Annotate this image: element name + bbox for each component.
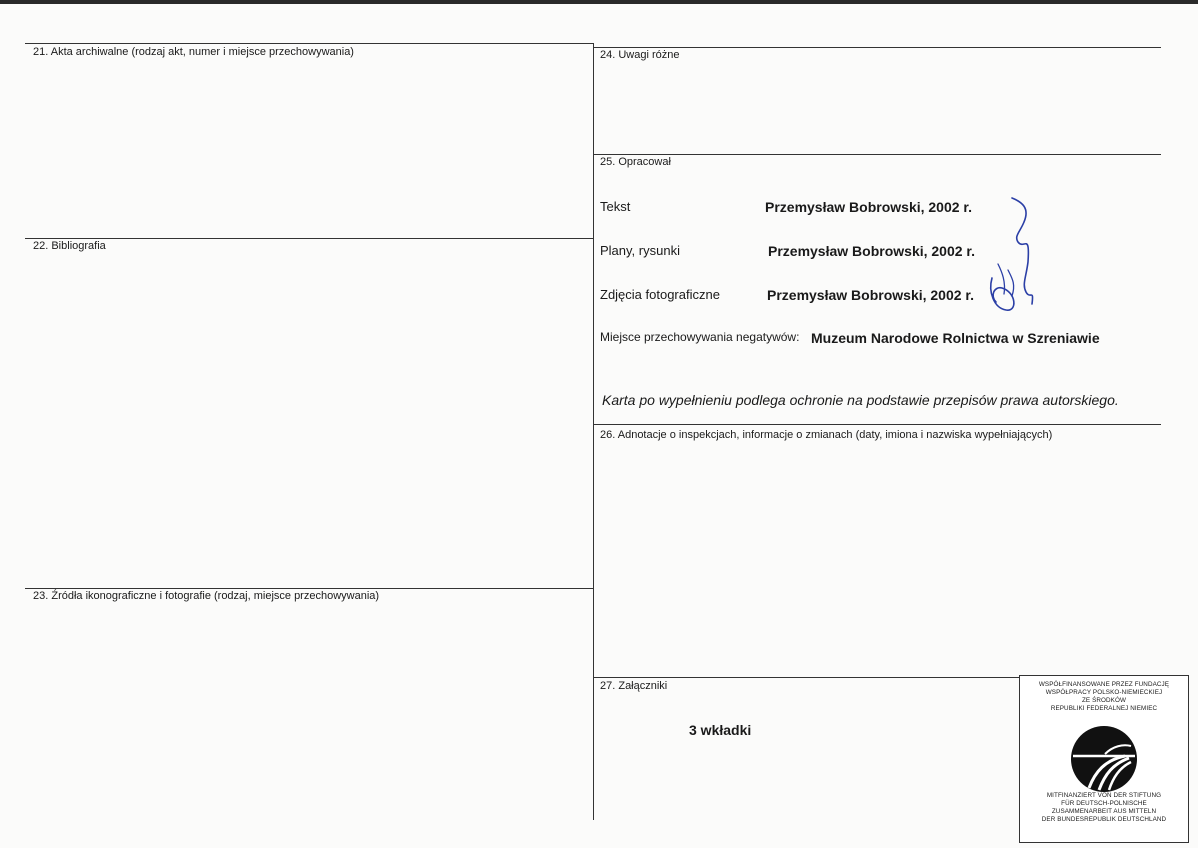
copyright-note: Karta po wypełnieniu podlega ochronie na podstawie przepisów prawa autorskiego. [602,392,1119,408]
divider-25 [593,154,1161,155]
divider-23 [25,588,593,589]
sponsor-top-text [1020,681,1188,713]
sponsor-bottom-line: ZUSAMMENARBEIT AUS MITTELN [1051,808,1157,815]
plans-author-value: Przemysław Bobrowski, 2002 r. [768,243,975,259]
divider-vertical [593,43,594,820]
text-author-value: Przemysław Bobrowski, 2002 r. [765,199,972,215]
divider-top-right [593,47,1161,48]
attachments-value: 3 wkładki [689,722,752,738]
foundation-logo-icon [1069,724,1139,794]
sponsor-box [1019,675,1189,843]
sponsor-bottom-line: MITFINANZIERT VON DER STIFTUNG [1046,792,1162,799]
photos-author-label: Zdjęcia fotograficzne [600,287,720,302]
section-23-label: 23. Źródła ikonograficzne i fotografie (rodzaj, miejsce przechowywania) [33,590,380,602]
signature-icon [982,192,1044,320]
negatives-location-value: Muzeum Narodowe Rolnictwa w Szreniawie [811,330,1100,346]
plans-author-label: Plany, rysunki [600,243,680,258]
section-27-label: 27. Załączniki [600,680,668,692]
divider-top-left [25,43,593,44]
section-26-label: 26. Adnotacje o inspekcjach, informacje o zmianach (daty, imiona i nazwiska wypełniających) [600,429,1053,441]
section-22-label: 22. Bibliografia [33,240,106,252]
sponsor-bottom-text [1020,792,1188,824]
sponsor-top-line: WSPÓŁPRACY POLSKO-NIEMIECKIEJ [1045,689,1163,696]
sponsor-top-line: WSPÓŁFINANSOWANE PRZEZ FUNDACJĘ [1038,681,1170,688]
negatives-location-label: Miejsce przechowywania negatywów: [600,330,800,344]
divider-26 [593,424,1161,425]
section-24-label: 24. Uwagi różne [600,49,680,61]
divider-27 [593,677,1019,678]
sponsor-bottom-line: FÜR DEUTSCH-POLNISCHE [1061,800,1147,807]
section-21-label: 21. Akta archiwalne (rodzaj akt, numer i miejsce przechowywania) [33,46,354,58]
section-25-label: 25. Opracował [600,156,671,168]
text-author-label: Tekst [600,199,631,214]
sponsor-top-line: REPUBLIKI FEDERALNEJ NIEMIEC [1050,705,1158,712]
divider-22 [25,238,593,239]
sponsor-bottom-line: DER BUNDESREPUBLIK DEUTSCHLAND [1041,816,1167,823]
sponsor-top-line: ZE ŚRODKÓW [1081,697,1127,704]
photos-author-value: Przemysław Bobrowski, 2002 r. [767,287,974,303]
